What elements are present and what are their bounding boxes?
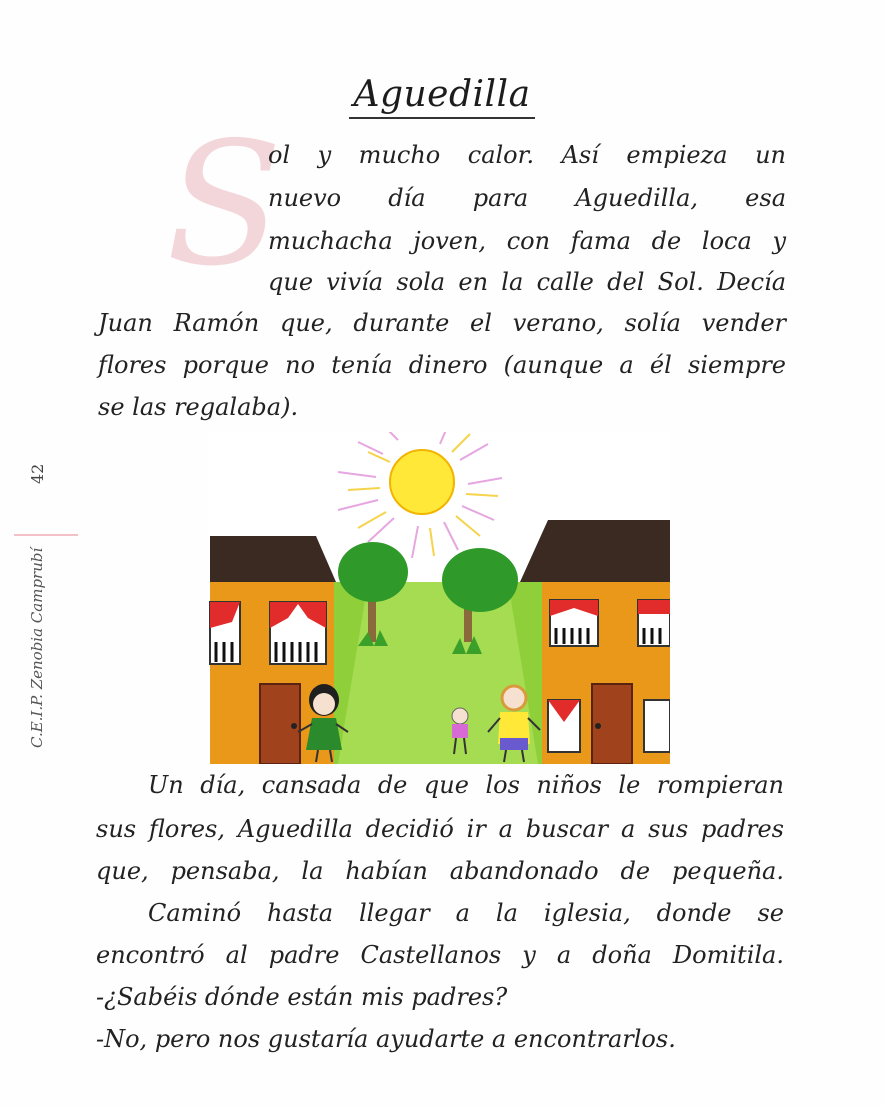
page-title: Aguedilla [0, 74, 884, 115]
text-line: flores porque no tenía dinero (aunque a él siempre [98, 351, 786, 379]
text-line: Un día, cansada de que los niños le rompieran [148, 771, 784, 799]
text-line: se las regalaba). [98, 393, 299, 421]
text-line: -¿Sabéis dónde están mis padres? [96, 983, 508, 1011]
text-line: Juan Ramón que, durante el verano, solía vender [98, 309, 786, 337]
page-number: 42 [28, 463, 47, 484]
text-line: Caminó hasta llegar a la iglesia, donde se [148, 899, 784, 927]
text-line: muchacha joven, con fama de loca y [268, 227, 786, 255]
child-drawing-illustration [208, 432, 670, 764]
text-line: encontró al padre Castellanos y a doña Domitila. [96, 941, 784, 969]
school-name: C.E.I.P. Zenobia Camprubí [28, 547, 46, 748]
house-right [520, 520, 670, 764]
margin-rule [14, 534, 78, 536]
text-line: que vivía sola en la calle del Sol. Decía [268, 268, 786, 296]
text-line: nuevo día para Aguedilla, esa [268, 184, 786, 212]
side-margin [18, 480, 58, 780]
text-line: sus flores, Aguedilla decidió ir a buscar a sus padres [96, 815, 784, 843]
text-line: que, pensaba, la habían abandonado de pequeña. [96, 857, 784, 885]
tree-left [338, 542, 408, 602]
text-line: -No, pero nos gustaría ayudarte a encontrarlos. [96, 1025, 676, 1053]
tree-right [442, 548, 518, 612]
drop-cap: S [166, 106, 283, 304]
sun [390, 450, 454, 514]
text-line: ol y mucho calor. Así empieza un [268, 141, 786, 169]
